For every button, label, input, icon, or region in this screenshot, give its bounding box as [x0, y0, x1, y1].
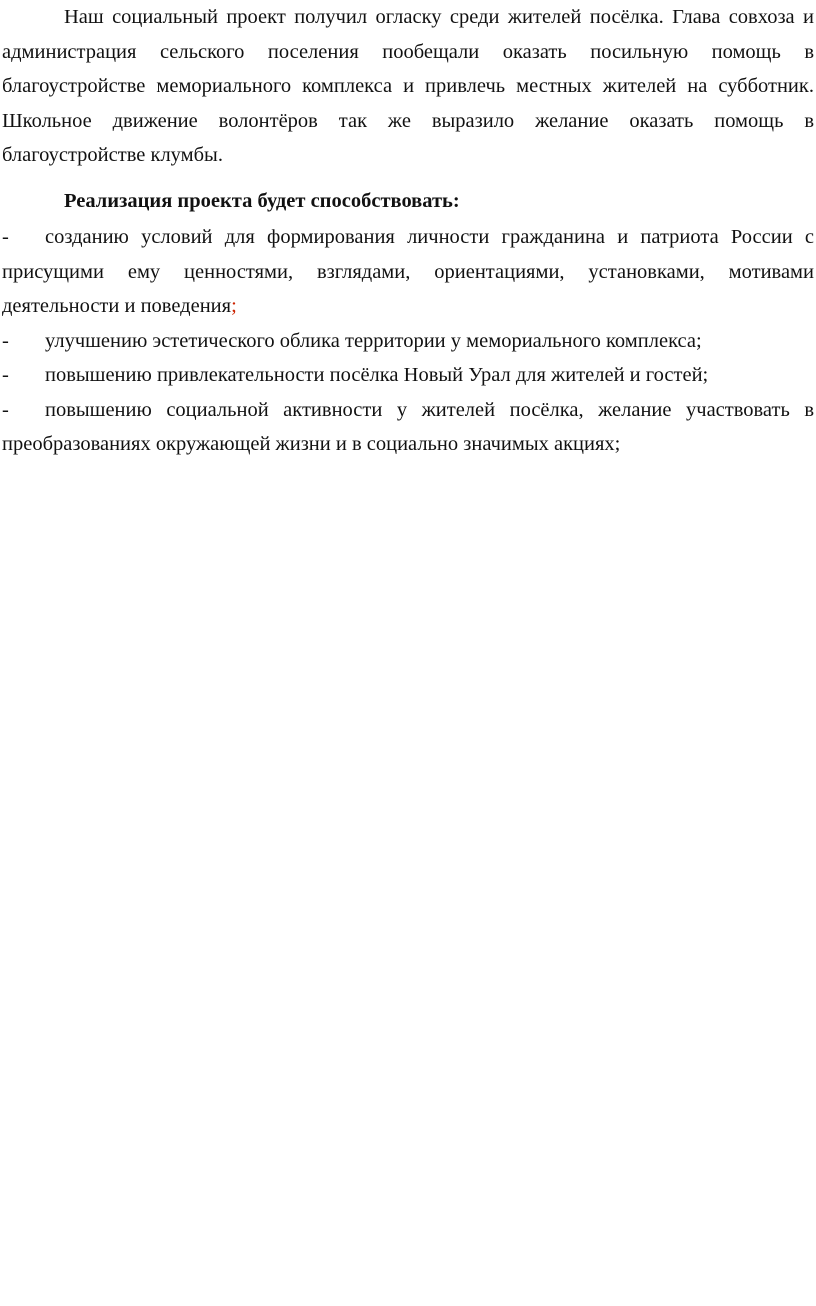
list-item	[2, 393, 814, 462]
list-item-text: повышению привлекательности посёлка Новый Урал для жителей и гостей;	[45, 364, 709, 386]
list-item-text: повышению социальной активности у жителей посёлка, желание участвовать в преобразованиях окружающей жизни и в социально значимых акциях;	[2, 398, 814, 455]
outcomes-list	[2, 220, 814, 462]
list-item-semicolon: ;	[231, 295, 237, 317]
bullet-dash: -	[2, 364, 9, 386]
intro-paragraph: Наш социальный проект получил огласку среди жителей посёлка. Глава совхоза и администрация сельского поселения пообещали оказать посильную помощь в благоустройстве мемориального комплекса и привлечь местных жителей на субботник. Школьное движение волонтёров так же выразило желание оказать помощь в благоустройстве клумбы.	[2, 6, 814, 166]
list-item	[2, 324, 814, 359]
bullet-dash: -	[2, 398, 9, 421]
bullet-dash: -	[2, 329, 9, 352]
list-item	[2, 358, 814, 393]
list-item-text: созданию условий для формирования личности гражданина и патриота России с присущими ему ценностями, взглядами, ориентациями, установками, мотивами деятельности и поведения	[2, 226, 814, 317]
section-heading: Реализация проекта будет способствовать:	[64, 190, 460, 212]
bullet-dash: -	[2, 226, 9, 248]
list-item	[2, 220, 814, 324]
list-item-text: улучшению эстетического облика территории у мемориального комплекса;	[45, 329, 702, 352]
